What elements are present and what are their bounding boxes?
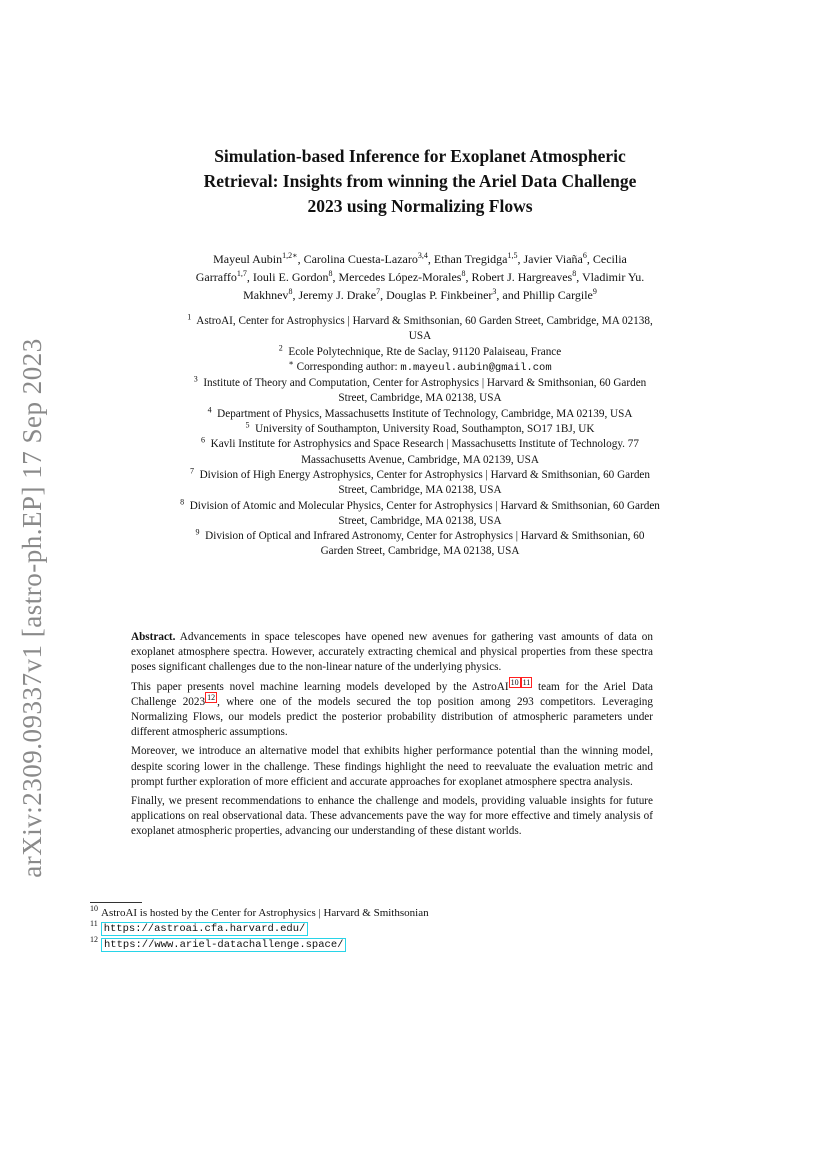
author-list bbox=[95, 250, 745, 304]
abstract-paragraph-1 bbox=[131, 630, 653, 676]
footnote-10 bbox=[90, 906, 690, 921]
affiliation-1 bbox=[90, 314, 750, 329]
author-name: Garraffo bbox=[195, 270, 237, 284]
author-name: , Carolina Cuesta-Lazaro bbox=[297, 252, 418, 266]
affiliation-6 bbox=[90, 437, 750, 452]
author-affil-sup: 1,7 bbox=[236, 269, 247, 278]
author-name: , Robert J. Hargreaves bbox=[465, 270, 573, 284]
author-affil-sup: 3 bbox=[492, 287, 497, 296]
affil-text: AstroAI, Center for Astrophysics | Harvard & Smithsonian, 60 Garden Street, Cambridge, MA 02138, bbox=[196, 315, 653, 327]
affil-number: 4 bbox=[207, 405, 212, 415]
footnote-divider bbox=[90, 902, 142, 903]
author-affil-sup: 1,2∗ bbox=[282, 251, 298, 260]
affiliation-3-cont: Street, Cambridge, MA 02138, USA bbox=[338, 392, 502, 405]
affiliation-2 bbox=[90, 342, 750, 360]
affil-text: Ecole Polytechnique, Rte de Saclay, 91120 Palaiseau, France bbox=[288, 345, 562, 358]
abstract bbox=[131, 630, 653, 844]
affiliation-8-cont: Street, Cambridge, MA 02138, USA bbox=[338, 514, 502, 527]
abstract-text: This paper presents novel machine learning models developed by the AstroAI bbox=[131, 680, 509, 693]
affiliation-7-cont: Street, Cambridge, MA 02138, USA bbox=[338, 484, 502, 497]
ariel-url-link[interactable]: https://www.ariel-datachallenge.space/ bbox=[101, 938, 346, 952]
affil-text: Division of Optical and Infrared Astronomy, Center for Astrophysics | Harvard & Smithsonian, 60 bbox=[205, 530, 645, 543]
affiliation-6-cont: Massachusetts Avenue, Cambridge, MA 02139, USA bbox=[301, 453, 539, 466]
affil-number: 3 bbox=[193, 374, 198, 384]
author-affil-sup: 1,5 bbox=[507, 251, 518, 260]
author-affil-sup: 8 bbox=[572, 269, 577, 278]
corresponding-author bbox=[90, 360, 750, 376]
footnote-number: 10 bbox=[90, 904, 98, 914]
author-affil-sup: 8 bbox=[288, 287, 293, 296]
author-name: , Javier Viaña bbox=[517, 252, 583, 266]
affiliation-9-cont: Garden Street, Cambridge, MA 02138, USA bbox=[320, 545, 520, 558]
footnote-text: AstroAI is hosted by the Center for Astrophysics | Harvard & Smithsonian bbox=[101, 907, 429, 919]
abstract-paragraph-4: Finally, we present recommendations to enhance the challenge and models, providing valuable insights for future applications on real observational data. These advancements pave the way for more effective and timely analysis of exoplanet atmospheric properties, advancing our understanding of these distant worlds. bbox=[131, 795, 653, 838]
corresponding-mark: ∗ bbox=[288, 358, 294, 368]
affil-text: Department of Physics, Massachusetts Institute of Technology, Cambridge, MA 02139, USA bbox=[217, 407, 633, 420]
affil-number: 9 bbox=[195, 527, 200, 537]
author-affil-sup: 6 bbox=[582, 251, 587, 260]
affil-number: 5 bbox=[245, 420, 250, 430]
abstract-text: team for the Ariel Data Challenge 2023 bbox=[131, 680, 653, 708]
abstract-paragraph-2 bbox=[131, 677, 653, 741]
author-name: , Mercedes López-Morales bbox=[332, 270, 462, 284]
footnote-number: 11 bbox=[90, 919, 98, 929]
author-name: , Iouli E. Gordon bbox=[246, 270, 329, 284]
corresponding-email[interactable]: m.mayeul.aubin@gmail.com bbox=[400, 361, 552, 374]
author-name: , and Phillip Cargile bbox=[496, 288, 593, 302]
corresponding-label: Corresponding author: bbox=[296, 360, 398, 373]
abstract-text: , where one of the models secured the top position among 293 competitors. Leveraging Normalizing Flows, our models predict the posterior probability distribution of atmospheric parameters under different atmospheric assumptions. bbox=[131, 695, 653, 739]
arxiv-identifier: arXiv:2309.09337v1 [astro-ph.EP] 17 Sep 2023 bbox=[17, 338, 47, 878]
footnote-11 bbox=[90, 921, 690, 937]
paper-title bbox=[100, 144, 740, 219]
author-name: Makhnev bbox=[243, 288, 289, 302]
author-line-2 bbox=[95, 268, 745, 286]
author-affil-sup: 8 bbox=[461, 269, 466, 278]
footnote-12 bbox=[90, 937, 690, 953]
affiliation-4 bbox=[90, 407, 750, 422]
abstract-label: Abstract. bbox=[131, 631, 176, 643]
affil-number: 6 bbox=[201, 435, 206, 445]
affiliation-7 bbox=[90, 468, 750, 483]
affil-number: 7 bbox=[189, 466, 194, 476]
author-affil-sup: 8 bbox=[328, 269, 333, 278]
affiliation-5 bbox=[90, 422, 750, 437]
affiliation-1-cont: USA bbox=[408, 330, 432, 343]
author-name: , Cecilia bbox=[586, 252, 627, 266]
abstract-text: Advancements in space telescopes have opened new avenues for gathering vast amounts of data on exoplanet atmosphere spectra. However, accurately extracting chemical and physical properties from these spectra poses significant challenges due to the non-linear nature of the underlying physics. bbox=[131, 631, 653, 674]
affiliation-9 bbox=[90, 529, 750, 544]
abstract-paragraph-3: Moreover, we introduce an alternative model that exhibits higher performance potential than the winning model, despite scoring lower in the challenge. These findings highlight the need to reevaluate the evaluation metric and prompt further exploration of more efficient and accurate approaches for exoplanet atmosphere spectra analysis. bbox=[131, 745, 653, 788]
astroai-url-link[interactable]: https://astroai.cfa.harvard.edu/ bbox=[101, 922, 309, 936]
author-name: , Douglas P. Finkbeiner bbox=[380, 288, 493, 302]
title-line-1: Simulation-based Inference for Exoplanet Atmospheric bbox=[214, 146, 626, 166]
author-name: Mayeul Aubin bbox=[213, 252, 283, 266]
affil-text: Kavli Institute for Astrophysics and Space Research | Massachusetts Institute of Technology. 77 bbox=[210, 438, 639, 451]
title-line-2: Retrieval: Insights from winning the Ariel Data Challenge bbox=[203, 171, 637, 191]
affiliation-3 bbox=[90, 376, 750, 391]
affil-text: Division of Atomic and Molecular Physics, Center for Astrophysics | Harvard & Smithsonian, 60 Garden bbox=[189, 499, 660, 512]
affil-text: University of Southampton, University Road, Southampton, SO17 1BJ, UK bbox=[255, 423, 595, 436]
author-name: , Jeremy J. Drake bbox=[292, 288, 377, 302]
title-line-3: 2023 using Normalizing Flows bbox=[307, 196, 533, 216]
affil-number: 1 bbox=[187, 312, 192, 322]
author-name: , Vladimir Yu. bbox=[576, 270, 645, 284]
affil-number: 2 bbox=[278, 342, 283, 352]
affiliation-list bbox=[90, 314, 750, 560]
affil-number: 8 bbox=[180, 496, 185, 506]
author-affil-sup: 7 bbox=[376, 287, 381, 296]
footnote-link-12[interactable]: 12 bbox=[207, 693, 216, 703]
footnote-link-10[interactable]: 10 bbox=[510, 677, 519, 687]
author-affil-sup: 9 bbox=[592, 287, 597, 296]
footnotes bbox=[90, 906, 690, 953]
footnote-number: 12 bbox=[90, 935, 98, 945]
affil-text: Institute of Theory and Computation, Center for Astrophysics | Harvard & Smithsonian, 60 Garden bbox=[203, 377, 647, 390]
author-name: , Ethan Tregidga bbox=[427, 252, 508, 266]
author-affil-sup: 3,4 bbox=[417, 251, 428, 260]
affiliation-8 bbox=[90, 496, 750, 514]
affil-text: Division of High Energy Astrophysics, Center for Astrophysics | Harvard & Smithsonian, 60 Garden bbox=[199, 468, 650, 481]
author-line-3 bbox=[95, 286, 745, 304]
author-line-1 bbox=[95, 250, 745, 268]
footnote-link-11[interactable]: 11 bbox=[522, 677, 531, 687]
